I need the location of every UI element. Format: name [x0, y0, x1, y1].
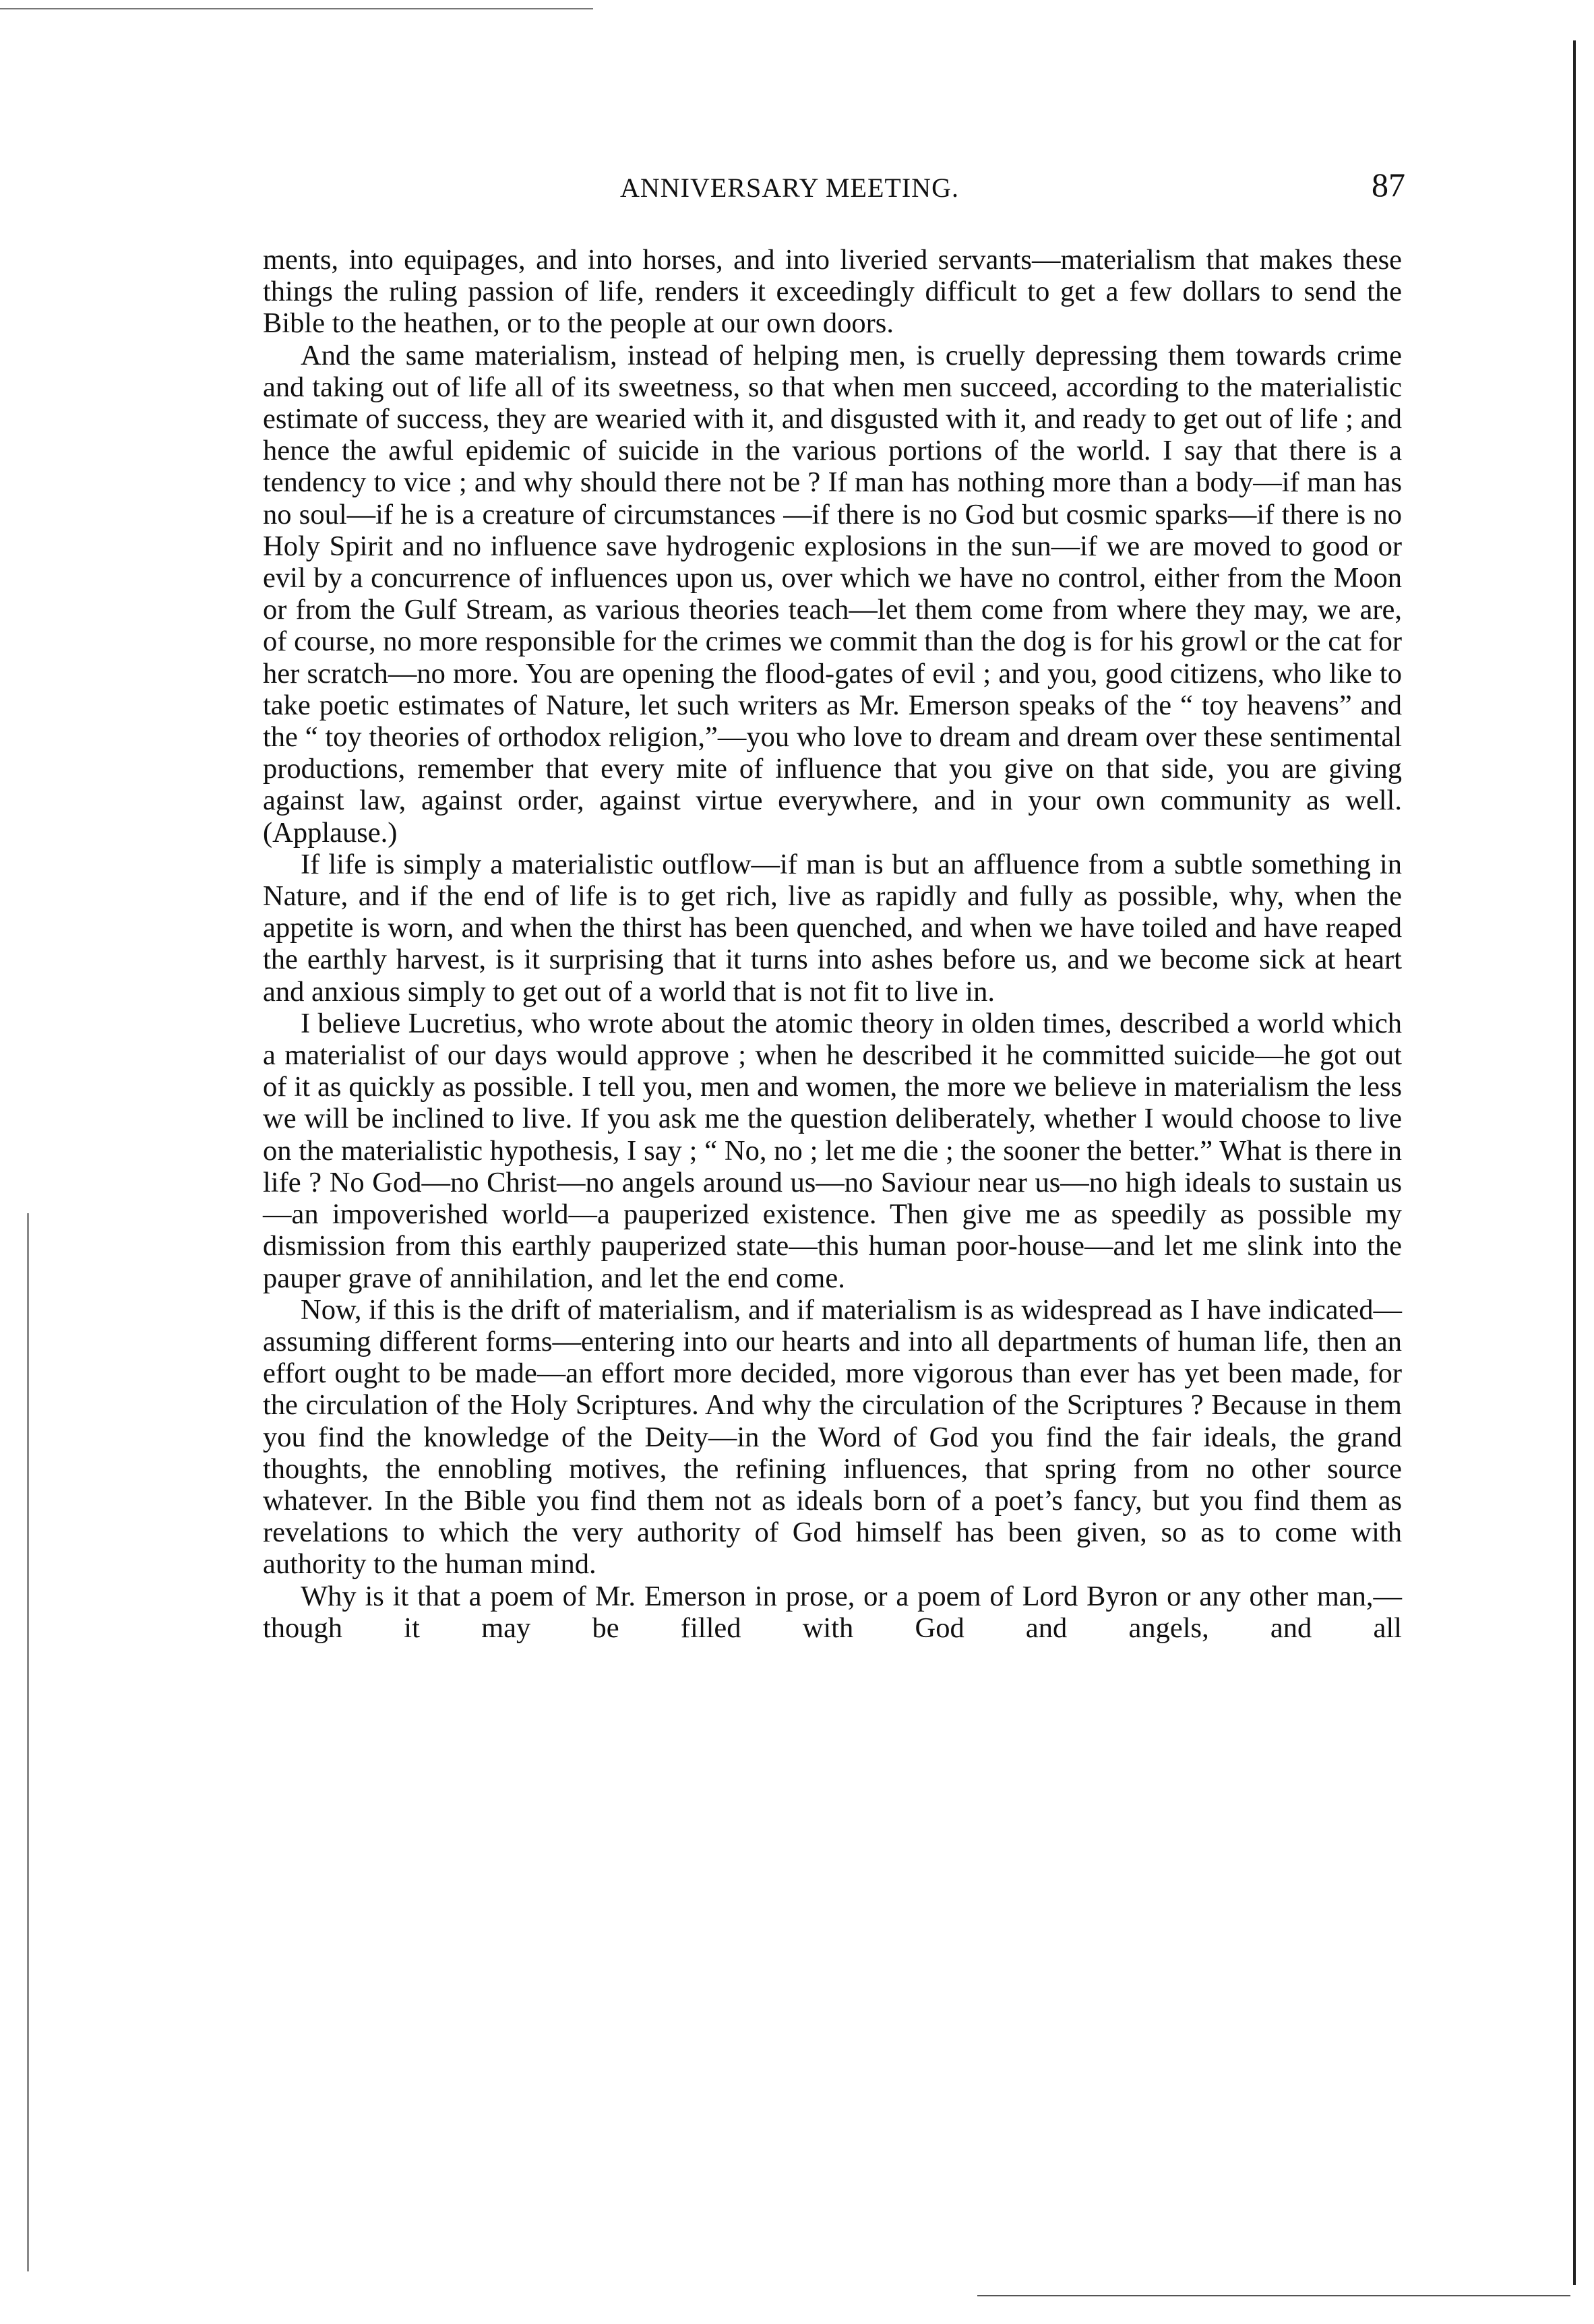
bottom-edge-rule	[977, 2295, 1570, 2296]
left-margin-mark	[27, 1213, 29, 2271]
paragraph-6: Why is it that a poem of Mr. Emerson in prose, or a poem of Lord Byron or any other man,—though it may be filled with God and angels, and all	[263, 1580, 1402, 1644]
paragraph-2: And the same materialism, instead of helping men, is cruelly depressing them towards crime and taking out of life all of its sweetness, so that when men succeed, according to the materialistic estimate of success, they are wearied with it, and disgusted with it, and ready to get out of life ; and hence the awful epidemic of suicide in the various portions of the world. I say that there is a tendency to vice ; and why should there not be ? If man has nothing more than a body—if man has no soul—if he is a creature of circumstances —if there is no God but cosmic sparks—if there is no Holy Spirit and no influence save hydrogenic explosions in the sun—if we are moved to good or evil by a concurrence of influences upon us, over which we have no control, either from the Moon or from the Gulf Stream, as various theories teach—let them come from where they may, we are, of course, no more responsible for the crimes we commit than the dog is for his growl or the cat for her scratch—no more. You are opening the flood-gates of evil ; and you, good citizens, who like to take poetic estimates of Nature, let such writers as Mr. Emerson speaks of the “ toy heavens” and the “ toy theories of orthodox religion,”—you who love to dream and dream over these sentimental productions, remember that every mite of influence that you give on that side, you are giving against law, against order, against virtue everywhere, and in your own community as well. (Applause.)	[263, 339, 1402, 849]
paragraph-4: I believe Lucretius, who wrote about the atomic theory in olden times, described a world which a materialist of our days would approve ; when he described it he committed suicide—he got out of it as quickly as possible. I tell you, men and women, the more we believe in materialism the less we will be inclined to live. If you ask me the question deliberately, whether I would choose to live on the materialistic hypothesis, I say ; “ No, no ; let me die ; the sooner the better.” What is there in life ? No God—no Christ—no angels around us—no Saviour near us—no high ideals to sustain us—an impoverished world—a pauperized existence. Then give me as speedily as possible my dismission from this earthly pauperized state—this human poor-house—and let me slink into the pauper grave of annihilation, and let the end come.	[263, 1007, 1402, 1294]
paragraph-5: Now, if this is the drift of materialism, and if materialism is as widespread as I have indicated—assuming different forms—entering into our hearts and into all departments of human life, then an effort ought to be made—an effort more decided, more vigorous than ever has yet been made, for the circulation of the Holy Scriptures. And why the circulation of the Scriptures ? Because in them you find the knowledge of the Deity—in the Word of God you find the fair ideals, the grand thoughts, the ennobling motives, the refining influences, that spring from no other source whatever. In the Bible you find them not as ideals born of a poet’s fancy, but you find them as revelations to which the very authority of God himself has been given, so as to come with authority to the human mind.	[263, 1293, 1402, 1581]
paragraph-3: If life is simply a materialistic outflow—if man is but an affluence from a subtle something in Nature, and if the end of life is to get rich, live as rapidly and fully as possible, why, when the appetite is worn, and when the thirst has been quenched, and when we have toiled and have reaped the earthly harvest, is it surprising that it turns into ashes before us, and we become sick at heart and anxious simply to get out of a world that is not fit to live in.	[263, 848, 1402, 1008]
running-title: ANNIVERSARY MEETING.	[620, 173, 959, 203]
top-edge-rule	[0, 8, 593, 9]
paragraph-1: ments, into equipages, and into horses, and into liveried servants—materialism that makes these things the ruling passion of life, renders it exceedingly difficult to get a few dollars to send the Bible to the heathen, or to the people at our own doors.	[263, 244, 1402, 340]
page-edge-rule	[1573, 40, 1576, 2285]
body-text	[263, 244, 1402, 1644]
page-number: 87	[1372, 166, 1405, 204]
running-head	[270, 165, 1405, 212]
